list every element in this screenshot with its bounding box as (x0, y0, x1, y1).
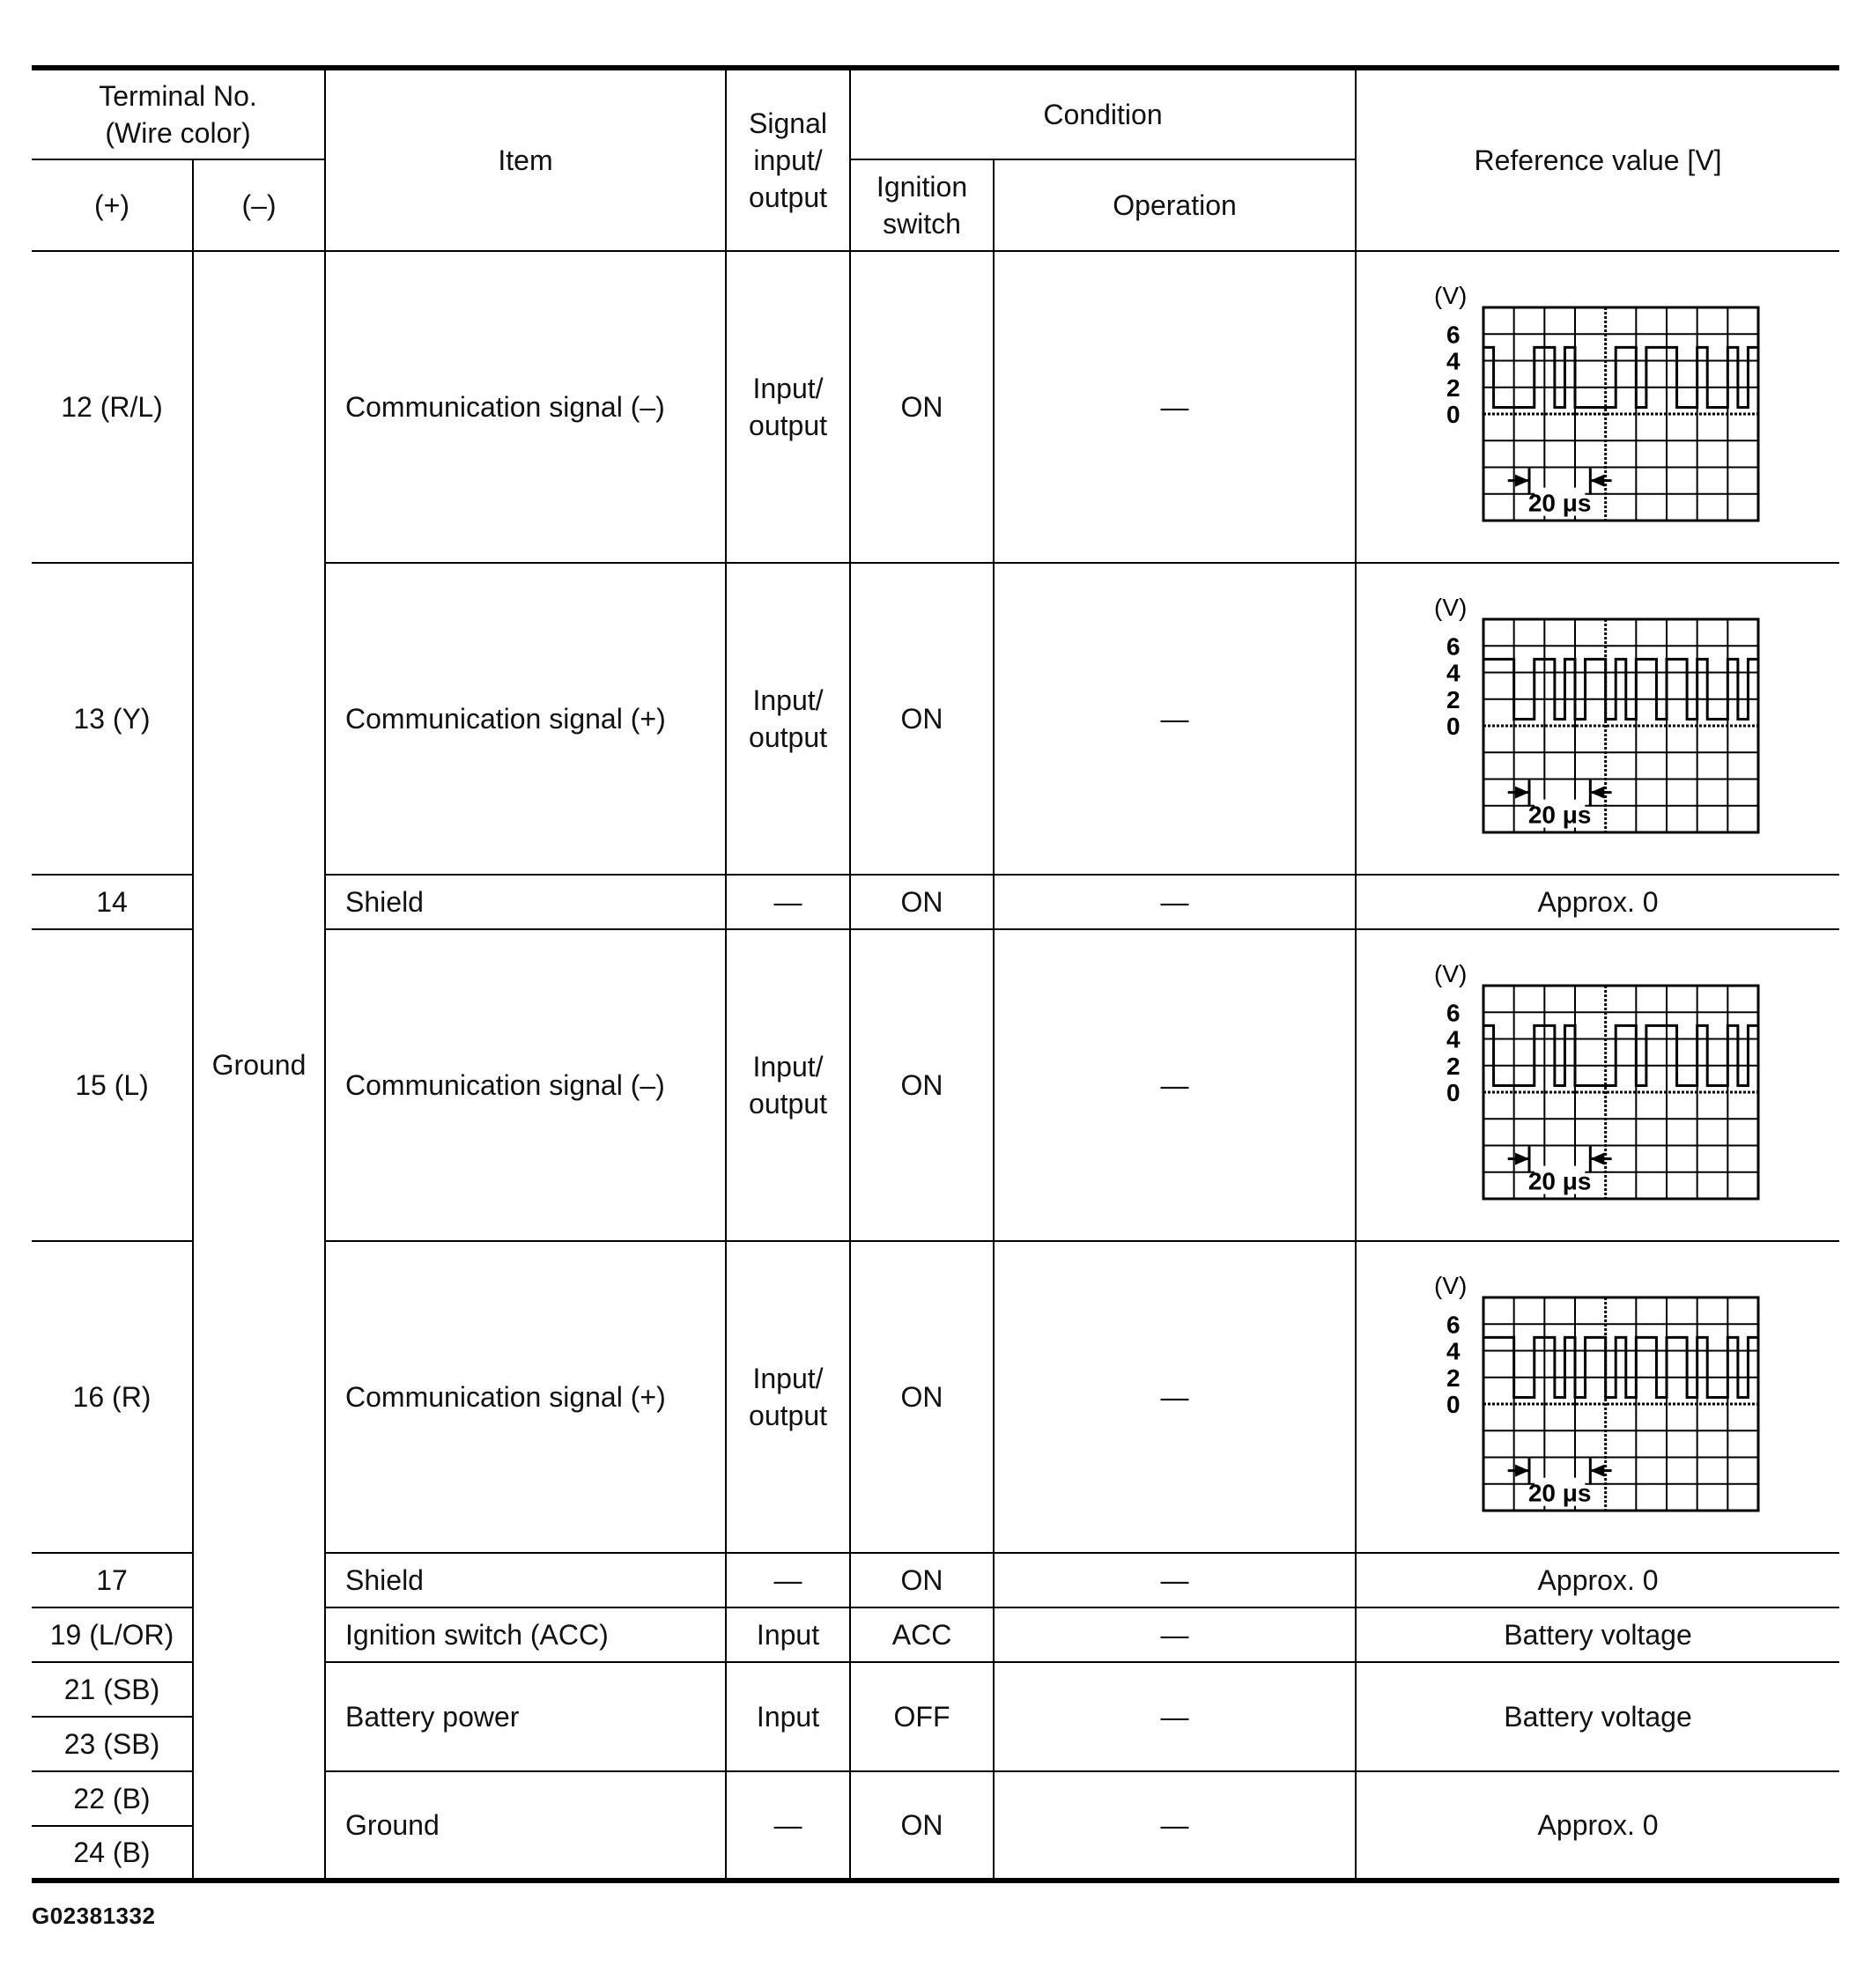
terminal-cell: 12 (R/L) (32, 251, 193, 563)
item-cell: Communication signal (+) (325, 1241, 726, 1553)
waveform-trace (1483, 1337, 1758, 1397)
timing-arrowhead (1590, 1153, 1604, 1165)
timing-arrowhead (1515, 787, 1529, 799)
item-cell: Battery power (325, 1662, 726, 1771)
terminal-cell: 19 (L/OR) (32, 1607, 193, 1662)
ignition-cell: ON (850, 1553, 994, 1607)
signal-cell: Input/ output (726, 563, 850, 875)
header-operation: Operation (994, 159, 1356, 251)
signal-cell: Input (726, 1662, 850, 1771)
terminal-cell: 23 (SB) (32, 1717, 193, 1771)
y-tick-label: 2 (1446, 685, 1461, 713)
time-scale-label: 20 μs (1527, 801, 1592, 829)
terminal-cell: 17 (32, 1553, 193, 1607)
item-cell: Shield (325, 1553, 726, 1607)
reference-cell: Approx. 0 (1356, 1553, 1839, 1607)
ignition-cell: ON (850, 251, 994, 563)
item-cell: Ignition switch (ACC) (325, 1607, 726, 1662)
item-cell: Ground (325, 1771, 726, 1881)
header-condition: Condition (850, 68, 1356, 159)
terminal-cell: 16 (R) (32, 1241, 193, 1553)
y-tick-label: 4 (1446, 1025, 1461, 1053)
figure-code: G02381332 (32, 1903, 156, 1929)
header-item: Item (325, 68, 726, 251)
signal-cell: Input/ output (726, 929, 850, 1241)
terminal-cell: 22 (B) (32, 1771, 193, 1826)
timing-arrowhead (1515, 1153, 1529, 1165)
operation-cell: — (994, 929, 1356, 1241)
y-tick-label: 2 (1446, 373, 1461, 402)
item-cell: Shield (325, 875, 726, 929)
terminal-cell: 13 (Y) (32, 563, 193, 875)
y-tick-label: 6 (1446, 999, 1461, 1027)
terminal-cell: 15 (L) (32, 929, 193, 1241)
oscilloscope-waveform (1434, 593, 1762, 845)
y-tick-label: 0 (1446, 401, 1461, 428)
waveform-trace (1483, 659, 1758, 719)
header-reference: Reference value [V] (1356, 68, 1839, 251)
item-cell: Communication signal (–) (325, 929, 726, 1241)
terminal-cell: 14 (32, 875, 193, 929)
reference-cell (1356, 929, 1839, 1241)
signal-cell: — (726, 875, 850, 929)
ignition-cell: OFF (850, 1662, 994, 1771)
waveform-trace (1483, 347, 1758, 407)
terminal-cell: 21 (SB) (32, 1662, 193, 1717)
reference-cell: Approx. 0 (1356, 1771, 1839, 1881)
table-row (32, 251, 1839, 563)
unit-label: (V) (1434, 282, 1468, 309)
timing-arrowhead (1515, 475, 1529, 487)
operation-cell: — (994, 1662, 1356, 1771)
signal-cell: — (726, 1771, 850, 1881)
unit-label: (V) (1434, 1272, 1468, 1299)
header-ignition-switch: Ignition switch (850, 159, 994, 251)
reference-cell: Battery voltage (1356, 1662, 1839, 1771)
y-tick-label: 2 (1446, 1052, 1461, 1080)
operation-cell: — (994, 1241, 1356, 1553)
unit-label: (V) (1434, 594, 1468, 621)
signal-cell: Input/ output (726, 1241, 850, 1553)
time-scale-label: 20 μs (1527, 489, 1592, 517)
y-tick-label: 6 (1446, 1311, 1461, 1339)
operation-cell: — (994, 1607, 1356, 1662)
item-cell: Communication signal (–) (325, 251, 726, 563)
y-tick-label: 4 (1446, 659, 1461, 687)
ignition-cell: ON (850, 1241, 994, 1553)
y-tick-label: 6 (1446, 632, 1461, 661)
time-scale-label: 20 μs (1527, 1167, 1592, 1195)
header-terminal-no: Terminal No. (Wire color) (32, 68, 325, 159)
oscilloscope-waveform (1434, 281, 1762, 533)
waveform-trace (1483, 1025, 1758, 1085)
y-tick-label: 4 (1446, 1337, 1461, 1365)
reference-cell (1356, 251, 1839, 563)
timing-arrowhead (1590, 1465, 1604, 1477)
header-plus: (+) (32, 159, 193, 251)
operation-cell: — (994, 563, 1356, 875)
ignition-cell: ON (850, 1771, 994, 1881)
operation-cell: — (994, 1553, 1356, 1607)
signal-cell: Input/ output (726, 251, 850, 563)
y-tick-label: 0 (1446, 713, 1461, 740)
terminal-cell: 24 (B) (32, 1826, 193, 1881)
timing-arrowhead (1590, 475, 1604, 487)
reference-cell (1356, 1241, 1839, 1553)
y-tick-label: 6 (1446, 321, 1461, 349)
reference-cell: Battery voltage (1356, 1607, 1839, 1662)
signal-cell: Input (726, 1607, 850, 1662)
timing-arrowhead (1590, 787, 1604, 799)
time-scale-label: 20 μs (1527, 1479, 1592, 1507)
item-cell: Communication signal (+) (325, 563, 726, 875)
ground-cell: Ground (193, 251, 325, 1881)
operation-cell: — (994, 251, 1356, 563)
unit-label: (V) (1434, 960, 1468, 987)
timing-arrowhead (1515, 1465, 1529, 1477)
ignition-cell: ON (850, 929, 994, 1241)
header-minus: (–) (193, 159, 325, 251)
reference-cell (1356, 563, 1839, 875)
terminal-reference-table (32, 65, 1839, 1883)
oscilloscope-waveform (1434, 1271, 1762, 1523)
signal-cell: — (726, 1553, 850, 1607)
y-tick-label: 4 (1446, 347, 1461, 375)
operation-cell: — (994, 1771, 1356, 1881)
ignition-cell: ACC (850, 1607, 994, 1662)
y-tick-label: 0 (1446, 1079, 1461, 1106)
y-tick-label: 0 (1446, 1391, 1461, 1418)
oscilloscope-waveform (1434, 959, 1762, 1211)
header-signal: Signal input/ output (726, 68, 850, 251)
ignition-cell: ON (850, 875, 994, 929)
operation-cell: — (994, 875, 1356, 929)
ignition-cell: ON (850, 563, 994, 875)
reference-cell: Approx. 0 (1356, 875, 1839, 929)
y-tick-label: 2 (1446, 1364, 1461, 1392)
